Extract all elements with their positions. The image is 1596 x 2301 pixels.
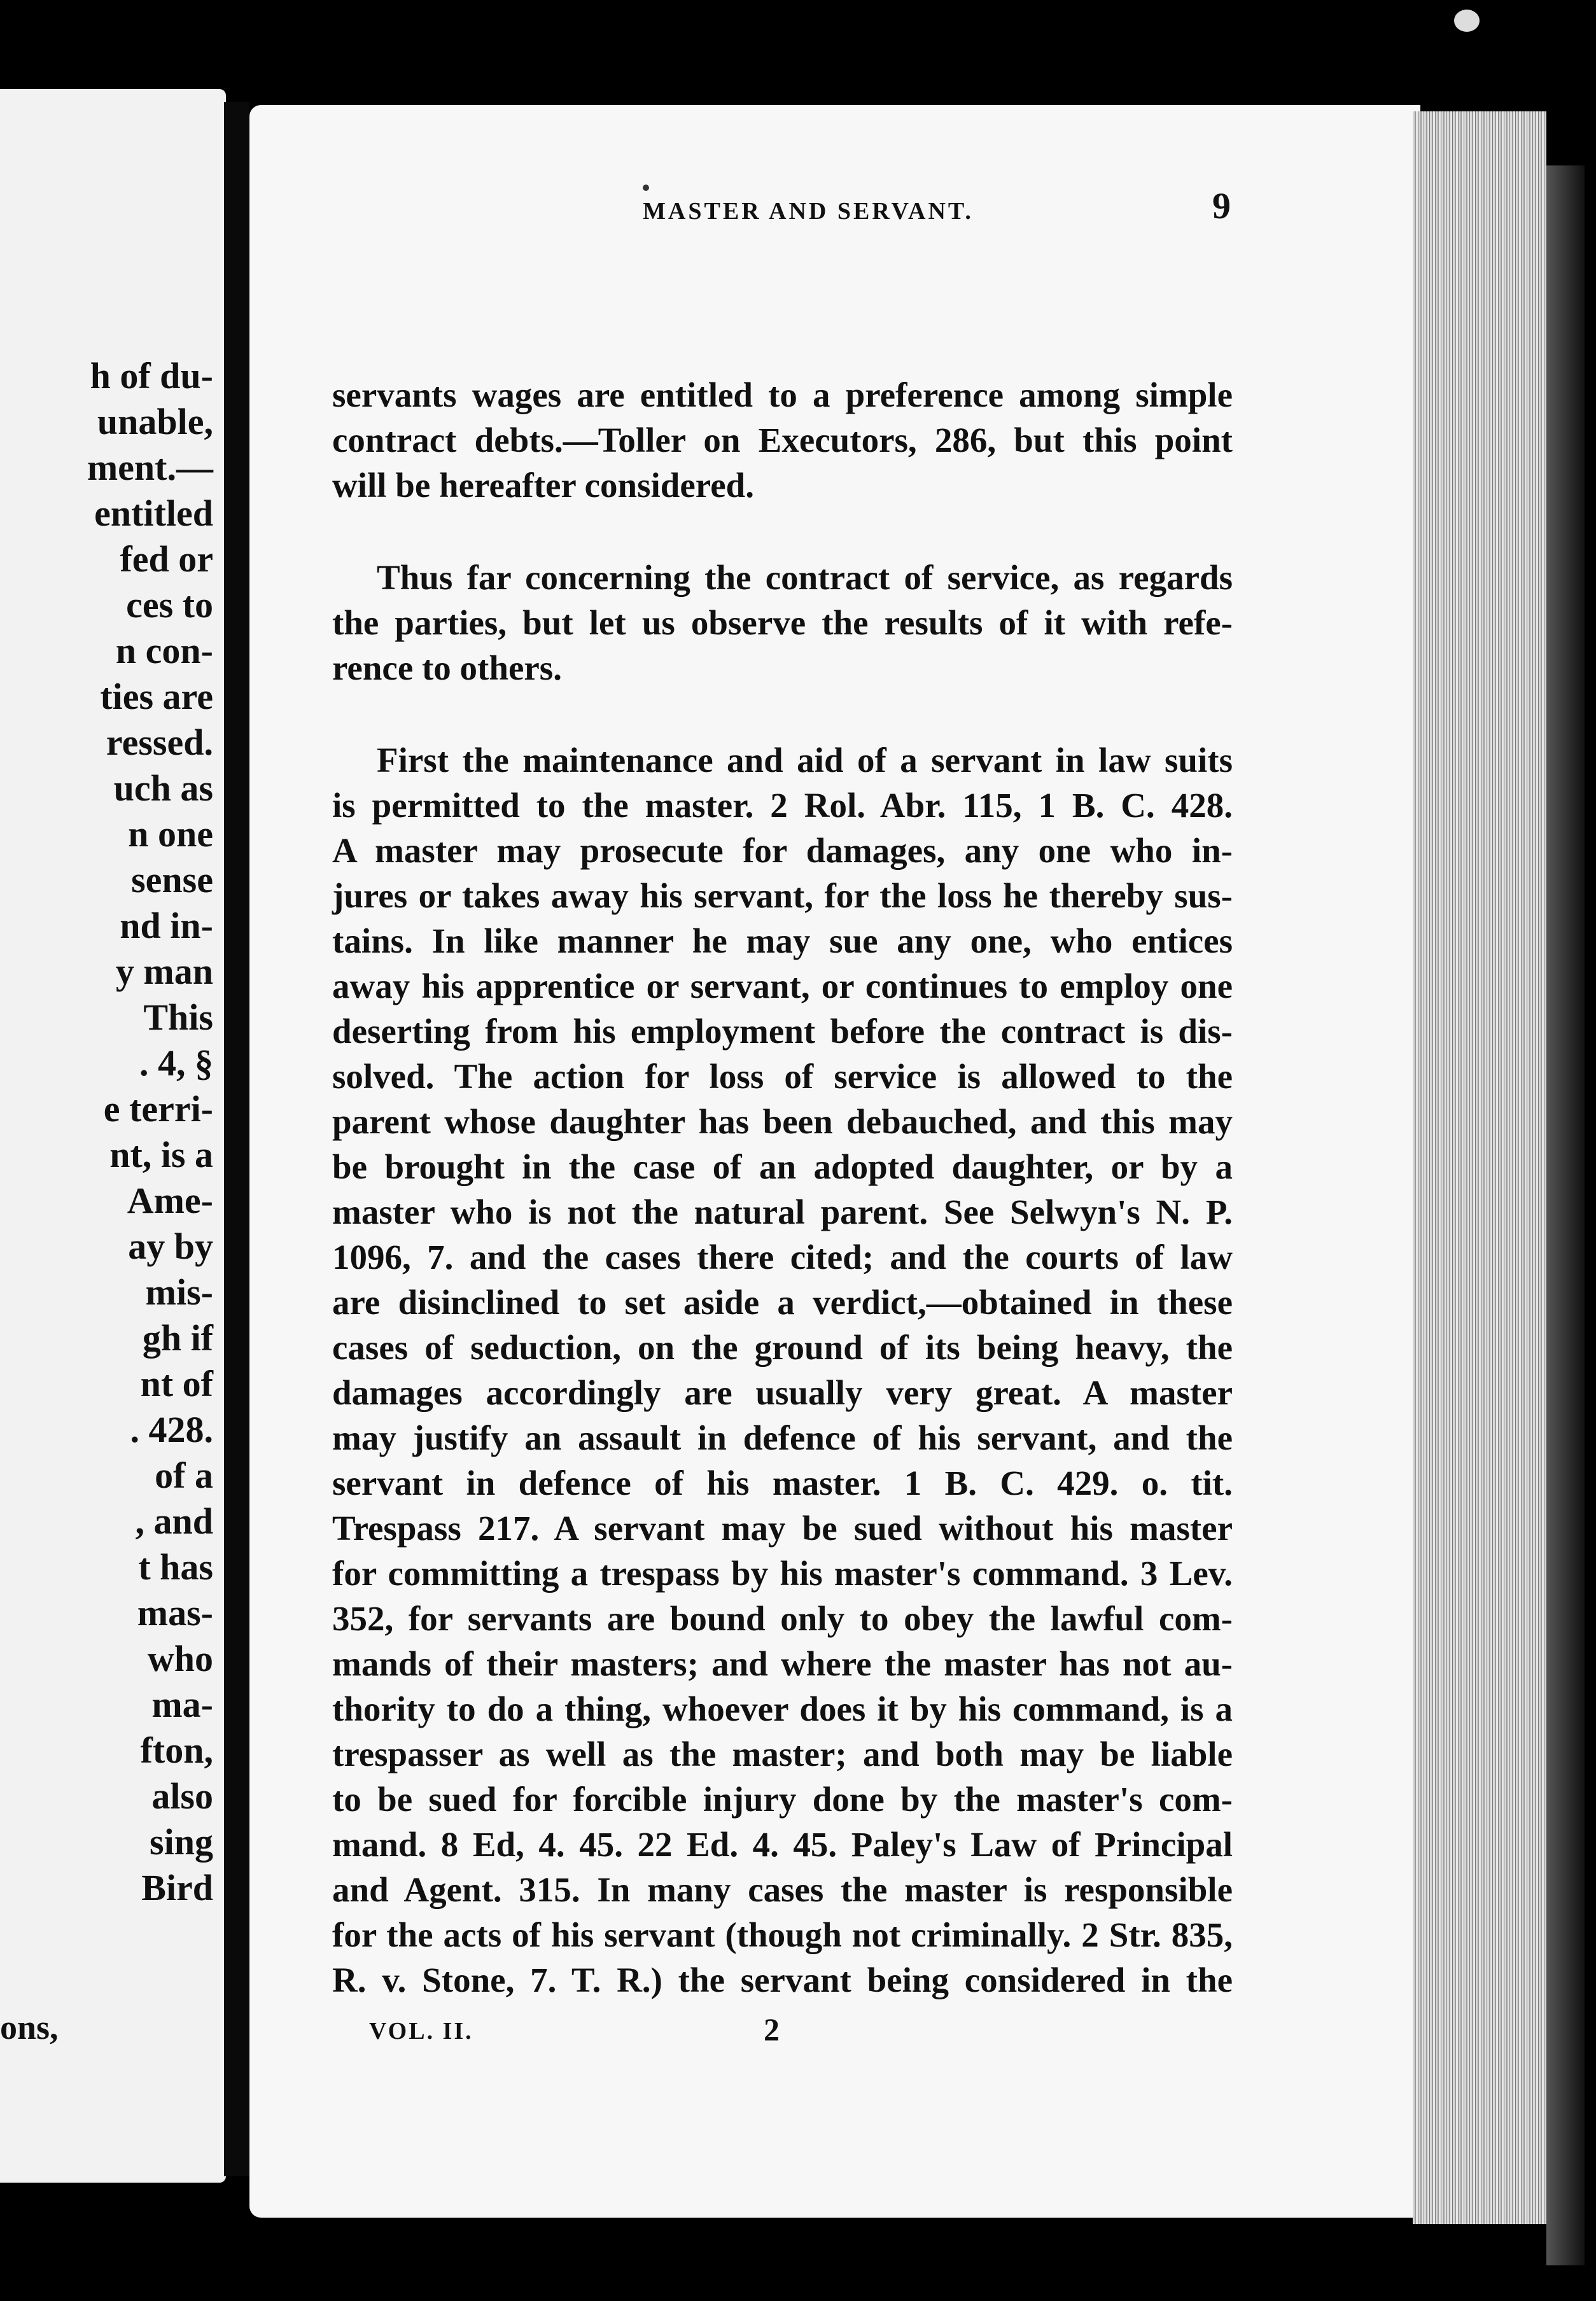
left-page-line: uch as [113,767,213,809]
text-line: trespasser as well as the master; and both may be liable [332,1735,1233,1773]
dust-speck [1454,10,1480,32]
volume-label: VOL. II. [369,2018,473,2045]
text-line: Thus far concerning the contract of service, as regards [377,558,1233,597]
text-line: 352, for servants are bound only to obey the lawful com- [332,1599,1233,1638]
left-page-line: sing [150,1821,213,1863]
text-line: to be sued for forcible injury done by the master's com- [332,1780,1233,1819]
text-line: damages accordingly are usually very great. A master [332,1373,1233,1412]
left-page-line: This [143,997,213,1038]
left-page-line: y man [115,951,213,992]
text-line: Trespass 217. A servant may be sued without his master [332,1509,1233,1548]
left-page-line: also [151,1775,213,1817]
text-line: for committing a trespass by his master's command. 3 Lev. [332,1554,1233,1593]
text-line: tains. In like manner he may sue any one, who entices [332,921,1233,960]
left-page-line: t has [138,1546,213,1588]
left-page-line: nt of [140,1363,213,1404]
left-page-line: fed or [120,538,213,580]
body-text [332,372,1233,2003]
left-page-line: mas- [137,1592,213,1633]
text-line: First the maintenance and aid of a servant in law suits [377,741,1233,780]
text-line: will be hereafter considered. [332,466,754,505]
text-line: is permitted to the master. 2 Rol. Abr. 115, 1 B. C. 428. [332,786,1233,825]
left-page-line: ay by [128,1226,213,1267]
text-line: parent whose daughter has been debauched, and this may [332,1102,1233,1141]
left-page-line: mis- [145,1271,213,1313]
left-page-line: ma- [151,1684,213,1725]
text-line: contract debts.—Toller on Executors, 286, but this point [332,421,1233,459]
left-page-line: ment.— [87,447,213,488]
text-line: 1096, 7. and the cases there cited; and the courts of law [332,1238,1233,1276]
text-line: away his apprentice or servant, or continues to employ one [332,967,1233,1005]
dust-speck [643,185,649,191]
left-page-line: ces to [126,584,213,626]
book-gutter [224,102,249,2176]
signature-mark: 2 [764,2011,780,2047]
left-page-line: n one [128,813,213,855]
paragraph-gap [332,508,1233,555]
left-page-line: h of du- [90,355,213,396]
text-line: servant in defence of his master. 1 B. C. 429. o. tit. [332,1464,1233,1502]
text-line: jures or takes away his servant, for the loss he thereby sus- [332,876,1233,915]
left-page-line: ties are [100,676,213,717]
text-line: A master may prosecute for damages, any one who in- [332,831,1233,870]
text-line: the parties, but let us observe the results of it with refe- [332,603,1233,642]
page-number: 9 [1212,185,1231,227]
text-line: R. v. Stone, 7. T. R.) the servant being considered in the [332,1961,1233,1999]
text-line: and Agent. 315. In many cases the master is responsible [332,1870,1233,1909]
left-page-line: nd in- [120,905,213,946]
left-page-line: n con- [115,630,213,671]
text-line: rence to others. [332,648,562,687]
left-page-line: fton, [140,1730,213,1771]
left-facing-page [0,89,226,2183]
left-page-line: unable, [97,401,213,442]
left-page-line: ressed. [106,722,213,763]
left-page-line: Ame- [127,1180,213,1221]
left-page-line: . 428. [130,1409,213,1450]
left-page-line: sense [131,859,213,900]
left-page-line: who [147,1638,213,1679]
left-page-line: Bird [141,1867,213,1908]
text-line: cases of seduction, on the ground of its being heavy, the [332,1328,1233,1367]
left-page-line: e terri- [103,1088,213,1130]
left-page-line: nt, is a [109,1134,213,1175]
text-line: deserting from his employment before the contract is dis- [332,1012,1233,1051]
left-page-line: entitled [94,493,213,534]
running-head: MASTER AND SERVANT. [643,198,974,225]
text-line: mands of their masters; and where the master has not au- [332,1644,1233,1683]
left-page-line: of a [155,1455,213,1496]
text-line: are disinclined to set aside a verdict,—obtained in these [332,1283,1233,1322]
left-page-footer: ons, [0,2008,59,2046]
text-line: thority to do a thing, whoever does it by his command, is a [332,1689,1233,1728]
page-edge-shadow [1546,165,1585,2265]
text-line: master who is not the natural parent. See Selwyn's N. P. [332,1192,1233,1231]
text-line: for the acts of his servant (though not criminally. 2 Str. 835, [332,1915,1233,1954]
left-page-text [87,353,213,1911]
text-line: be brought in the case of an adopted daughter, or by a [332,1147,1233,1186]
page-edges [1413,111,1546,2224]
text-line: solved. The action for loss of service is allowed to the [332,1057,1233,1096]
left-page-line: . 4, § [139,1042,213,1084]
text-line: may justify an assault in defence of his servant, and the [332,1418,1233,1457]
left-page-line: , and [135,1500,213,1542]
paragraph-gap [332,690,1233,738]
text-line: servants wages are entitled to a preference among simple [332,375,1233,414]
text-line: mand. 8 Ed, 4. 45. 22 Ed. 4. 45. Paley's Law of Principal [332,1825,1233,1864]
left-page-line: gh if [142,1317,213,1359]
